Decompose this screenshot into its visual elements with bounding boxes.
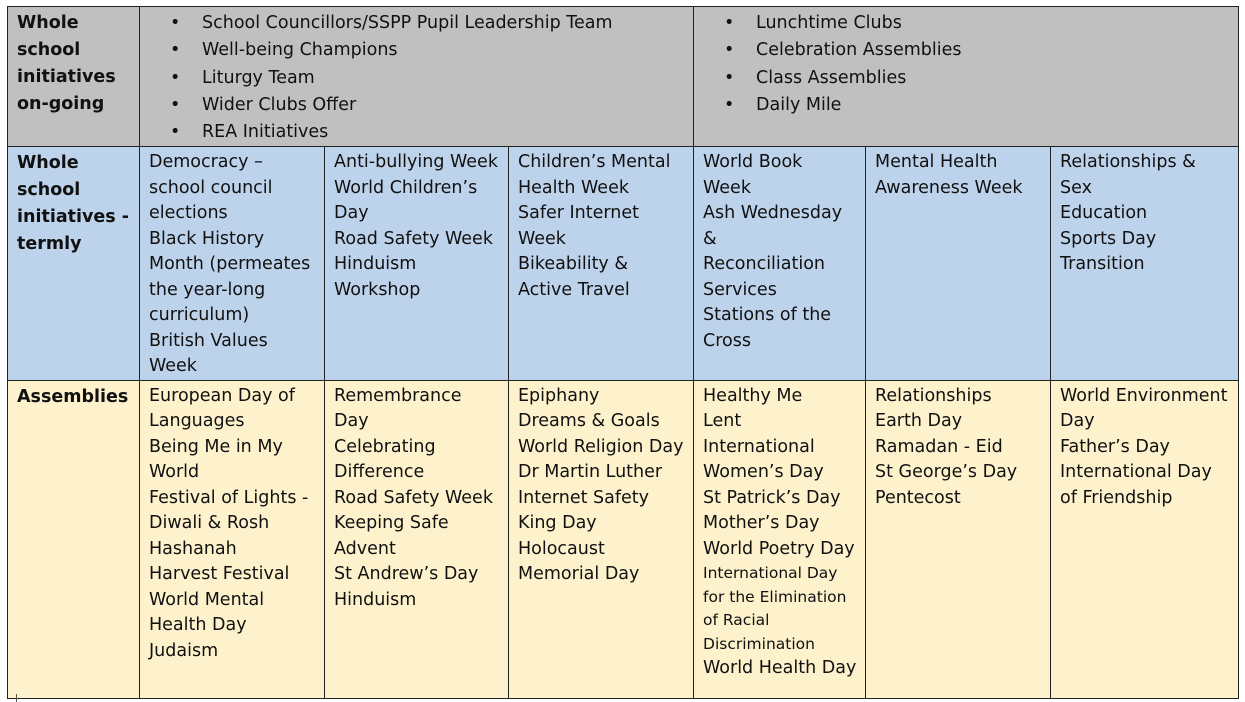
cell-line: Pentecost: [875, 487, 961, 508]
cell-line: Stations of the: [703, 305, 832, 326]
cell-line: Week: [149, 356, 197, 377]
cell-line: the year-long: [149, 279, 266, 300]
cell-line: Transition: [1060, 254, 1145, 275]
cell-line: &: [703, 228, 717, 249]
assemblies-col-6: [1051, 380, 1239, 698]
cell-line: St George’s Day: [875, 462, 1018, 483]
cell-line: King Day: [518, 513, 597, 534]
cell-line: Bikeability &: [518, 254, 628, 275]
cell-line: Anti-bullying Week: [334, 152, 498, 173]
cell-line: Memorial Day: [518, 564, 640, 585]
cell-line: school: [17, 40, 81, 60]
list-item: • Class Assemblies: [694, 65, 1230, 92]
cell-line: Discrimination: [703, 634, 815, 653]
ongoing-list-left-cell: [140, 7, 694, 147]
cell-line: of Friendship: [1060, 487, 1173, 508]
termly-col-1: [140, 147, 325, 381]
termly-col-3: [509, 147, 694, 381]
ongoing-list-left: [140, 10, 685, 146]
cell-line: Mother’s Day: [703, 513, 820, 534]
termly-col-6: [1051, 147, 1239, 381]
cell-line: Sports Day: [1060, 228, 1157, 249]
cell-line: Services: [703, 279, 777, 300]
cell-line: Day: [334, 203, 369, 224]
cell-line: World Environment: [1060, 385, 1228, 406]
cell-line: Reconciliation: [703, 254, 826, 275]
cell-line: International: [703, 436, 815, 457]
cell-line: Advent: [334, 538, 396, 559]
cell-line: termly: [17, 234, 82, 255]
cell-line: Internet Safety: [518, 487, 650, 508]
cell-line: Dr Martin Luther: [518, 462, 663, 483]
cell-line: Relationships: [875, 385, 992, 406]
cell-line: St Patrick’s Day: [703, 487, 841, 508]
cell-line: International Day: [703, 564, 838, 583]
cell-line: St Andrew’s Day: [334, 564, 479, 585]
cell-line: Festival of Lights -: [149, 487, 309, 508]
cell-line: Mental Health: [875, 152, 998, 173]
cell-line: European Day of: [149, 385, 295, 406]
cell-line: elections: [149, 203, 228, 224]
list-item: • Daily Mile: [694, 92, 1230, 119]
cell-line: British Values: [149, 330, 268, 351]
cell-line: Education: [1060, 203, 1148, 224]
assemblies-row: [8, 380, 1239, 698]
cell-line: Epiphany: [518, 385, 600, 406]
list-item: • Liturgy Team: [140, 65, 685, 92]
cell-line: Children’s Mental: [518, 152, 671, 173]
termly-col-5: [866, 147, 1051, 381]
cell-line: Week: [703, 177, 751, 198]
cell-line: Diwali & Rosh: [149, 513, 270, 534]
cell-line: World Children’s: [334, 177, 478, 198]
cell-line: Earth Day: [875, 411, 963, 432]
cell-line: Keeping Safe: [334, 513, 449, 534]
cell-line: Day: [1060, 411, 1095, 432]
ongoing-list-right-cell: [694, 7, 1239, 147]
list-item: • School Councillors/SSPP Pupil Leadership Team: [140, 10, 685, 37]
cell-line: World Health Day: [703, 658, 857, 679]
cell-line: Hashanah: [149, 538, 237, 559]
cell-line: Difference: [334, 462, 425, 483]
text-cursor-mark: [16, 694, 17, 702]
termly-col-4: [694, 147, 866, 381]
cell-line: Languages: [149, 411, 245, 432]
cell-line: Whole: [17, 13, 79, 33]
cell-line: Harvest Festival: [149, 564, 290, 585]
cell-line: Lent: [703, 411, 742, 432]
cell-line: Democracy –: [149, 152, 263, 173]
assemblies-col-1: [140, 380, 325, 698]
cell-line: Dreams & Goals: [518, 411, 660, 432]
assemblies-col-4: [694, 380, 866, 698]
termly-row: [8, 147, 1239, 381]
cell-line: Hinduism: [334, 254, 417, 275]
cell-line: Month (permeates: [149, 254, 311, 275]
ongoing-list-right: [694, 10, 1230, 119]
cell-line: World: [149, 462, 200, 483]
cell-line: Hinduism: [334, 589, 417, 610]
assemblies-col-3: [509, 380, 694, 698]
cell-line: Women’s Day: [703, 462, 824, 483]
cell-line: Holocaust: [518, 538, 605, 559]
cell-line: Awareness Week: [875, 177, 1023, 198]
cell-line: Black History: [149, 228, 265, 249]
cell-line: Week: [518, 228, 566, 249]
termly-col-2: [325, 147, 509, 381]
cell-line: initiatives: [17, 67, 116, 87]
cell-line: Health Day: [149, 615, 247, 636]
initiatives-table: [7, 6, 1239, 699]
cell-line: World Religion Day: [518, 436, 684, 457]
cell-line: Whole: [17, 153, 79, 174]
cell-line: for the Elimination: [703, 587, 847, 606]
cell-line: Judaism: [149, 640, 219, 661]
cell-line: Ash Wednesday: [703, 203, 843, 224]
cell-line: on-going: [17, 94, 105, 114]
cell-line: school council: [149, 177, 273, 198]
cell-line: World Poetry Day: [703, 538, 855, 559]
cell-line: Road Safety Week: [334, 487, 493, 508]
list-item: • Lunchtime Clubs: [694, 10, 1230, 37]
cell-line: Relationships & Sex: [1060, 152, 1196, 198]
cell-line: World Book: [703, 152, 803, 173]
list-item: • Wider Clubs Offer: [140, 92, 685, 119]
cell-line: Cross: [703, 330, 751, 351]
cell-line: curriculum): [149, 305, 250, 326]
cell-line: Ramadan - Eid: [875, 436, 1003, 457]
cell-line: Remembrance Day: [334, 385, 462, 432]
ongoing-row: [8, 7, 1239, 147]
cell-line: Safer Internet: [518, 203, 640, 224]
cell-line: International Day: [1060, 462, 1212, 483]
cell-line: Celebrating: [334, 436, 436, 457]
list-item: • Well-being Champions: [140, 37, 685, 64]
cell-line: Health Week: [518, 177, 629, 198]
cell-line: of Racial: [703, 611, 770, 630]
cell-line: World Mental: [149, 589, 265, 610]
ongoing-header: [8, 7, 140, 147]
cell-line: Healthy Me: [703, 385, 803, 406]
assemblies-header: [8, 380, 140, 698]
list-item: • REA Initiatives: [140, 119, 685, 146]
cell-line: Active Travel: [518, 279, 630, 300]
cell-line: Assemblies: [17, 386, 129, 407]
list-item: • Celebration Assemblies: [694, 37, 1230, 64]
cell-line: Father’s Day: [1060, 436, 1170, 457]
cell-line: initiatives -: [17, 207, 130, 228]
termly-header: [8, 147, 140, 381]
cell-line: Being Me in My: [149, 436, 283, 457]
cell-line: Road Safety Week: [334, 228, 493, 249]
assemblies-col-5: [866, 380, 1051, 698]
assemblies-col-2: [325, 380, 509, 698]
cell-line: Workshop: [334, 279, 421, 300]
cell-line: school: [17, 180, 81, 201]
